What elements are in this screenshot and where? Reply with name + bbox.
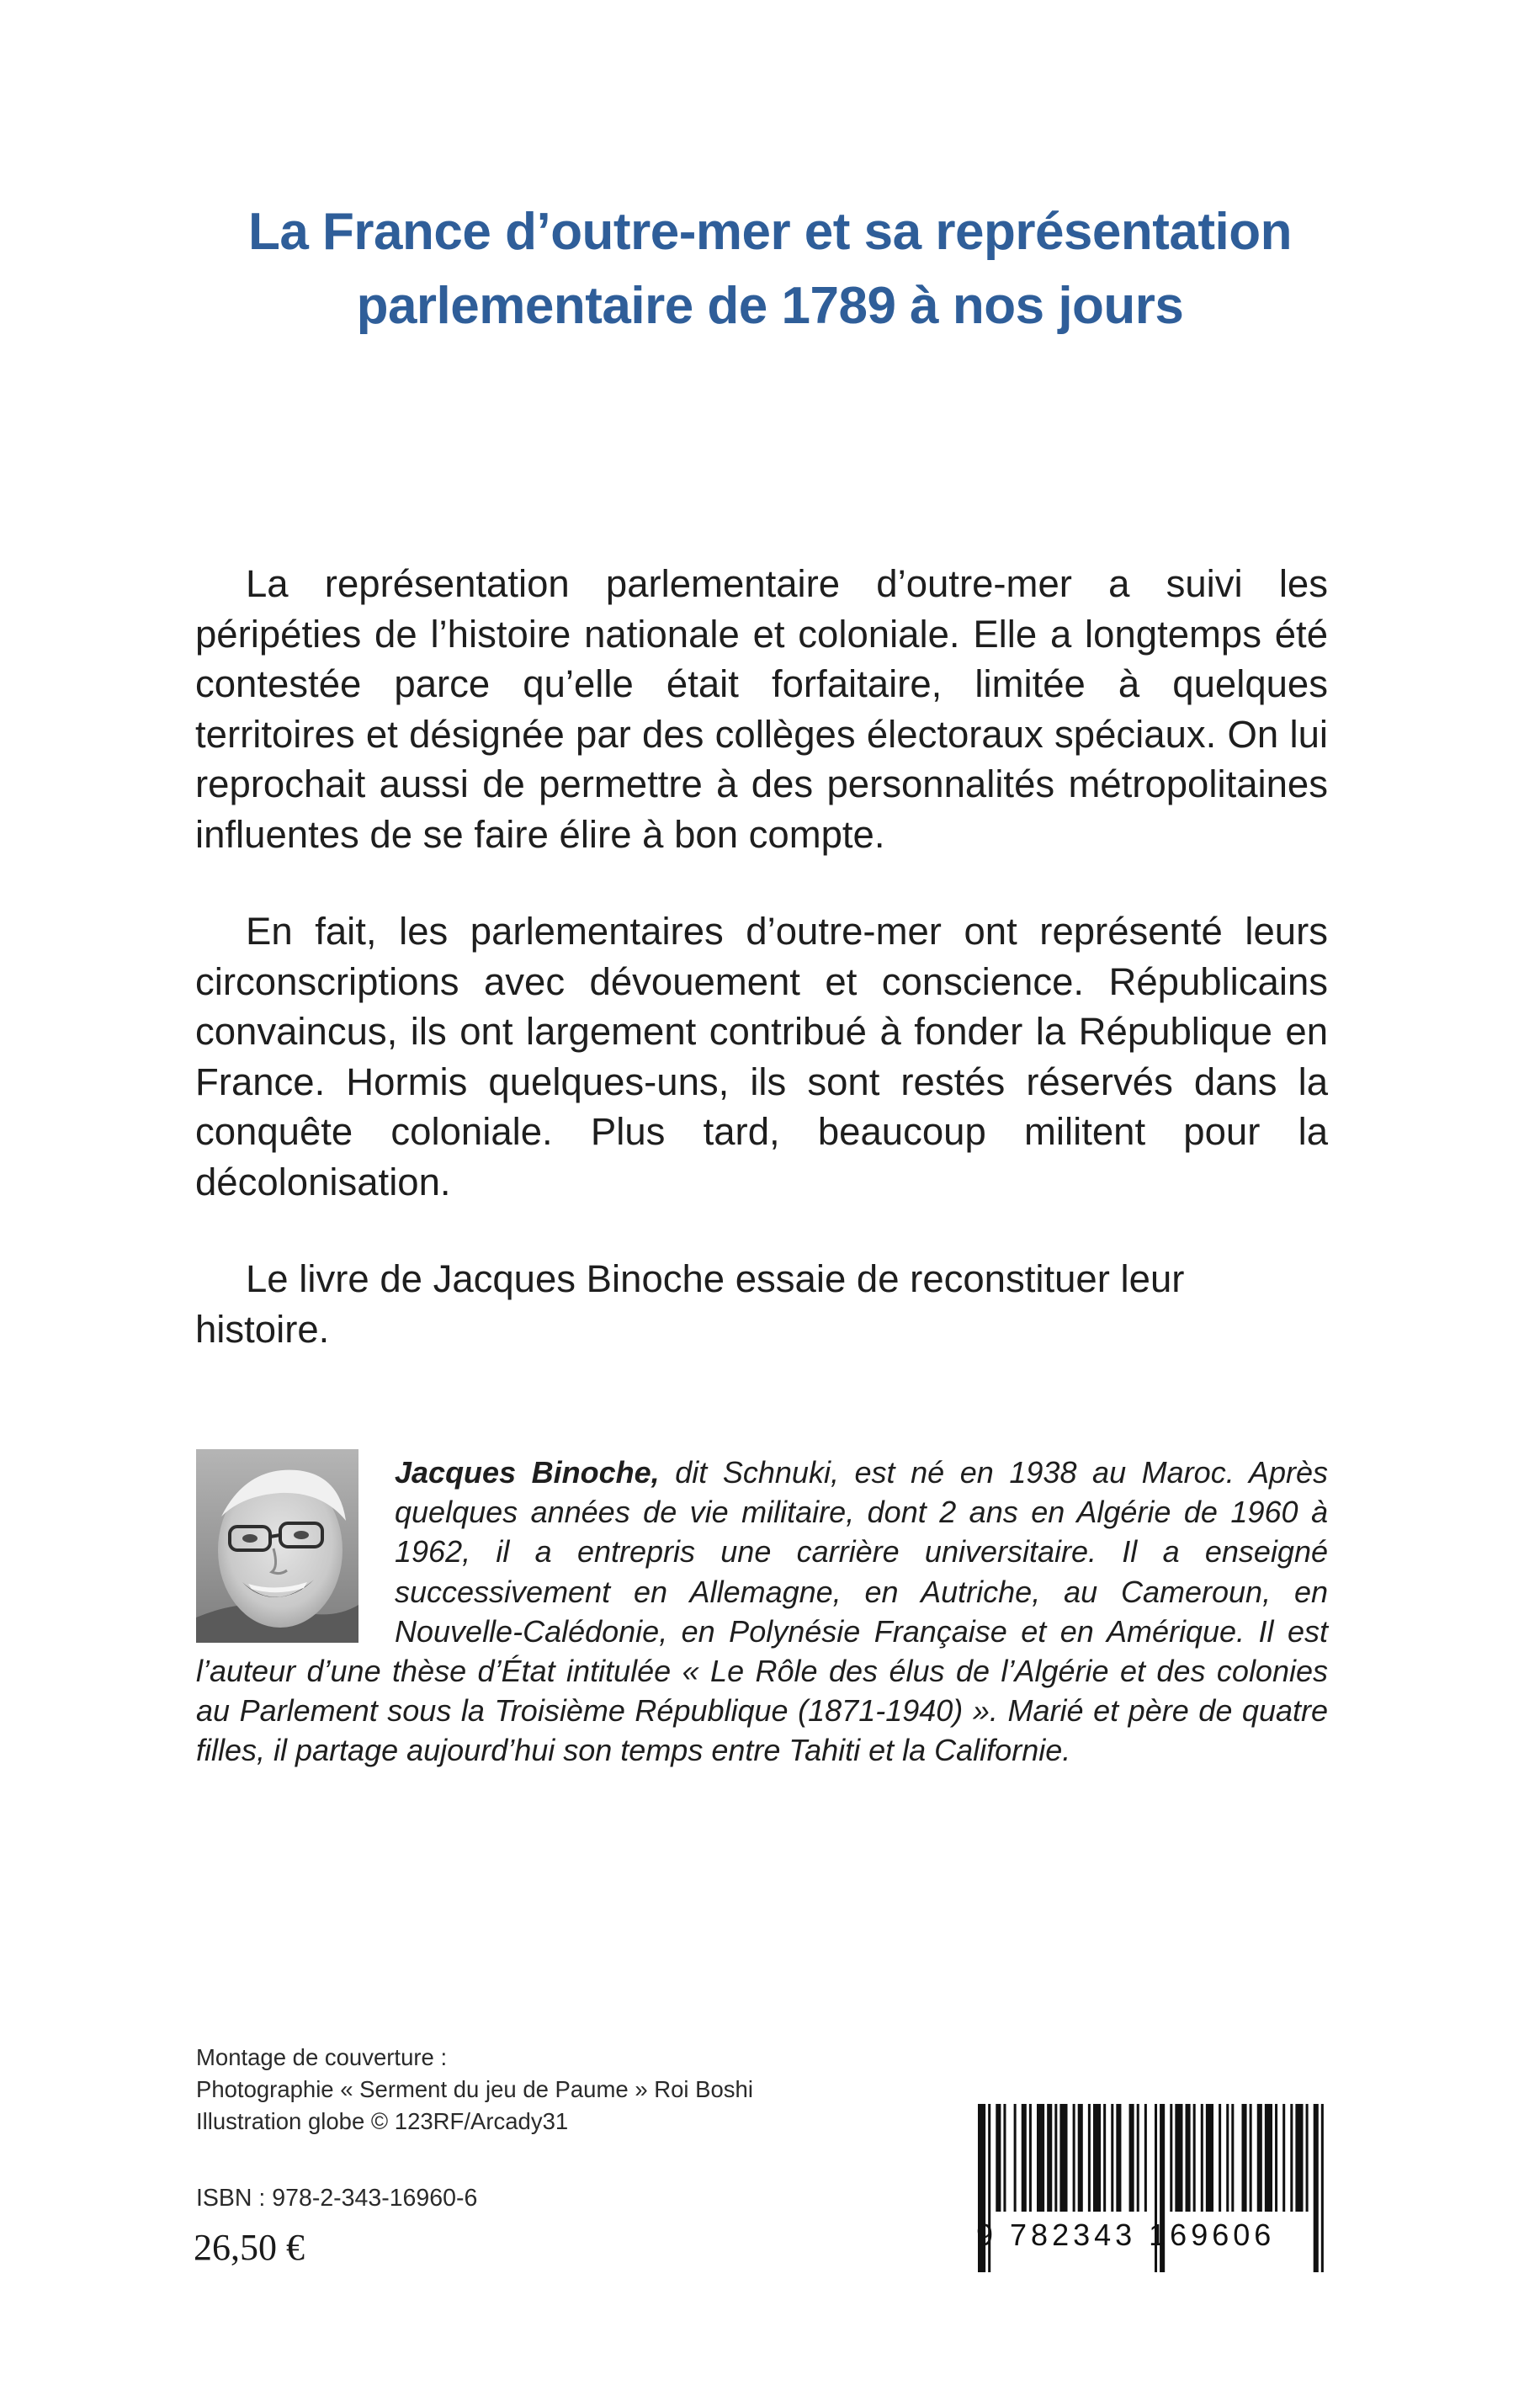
barcode-bar bbox=[1014, 2104, 1017, 2212]
author-name: Jacques Binoche, bbox=[395, 1455, 660, 1490]
barcode-bar bbox=[1219, 2104, 1221, 2212]
barcode-bar bbox=[1137, 2104, 1139, 2212]
barcode-bar bbox=[1175, 2104, 1182, 2212]
barcode-bar bbox=[1241, 2104, 1246, 2212]
barcode-bar bbox=[1226, 2104, 1229, 2212]
book-title-line-1: La France d’outre-mer et sa représentation bbox=[247, 203, 1293, 261]
barcode-bar bbox=[1170, 2104, 1172, 2212]
barcode-bar bbox=[1047, 2104, 1052, 2212]
barcode-bar bbox=[1275, 2104, 1277, 2212]
blurb-paragraph-3: Le livre de Jacques Binoche essaie de reconstituer leur histoire. bbox=[195, 1257, 1185, 1351]
barcode-bar bbox=[1193, 2104, 1196, 2212]
barcode-bar bbox=[1206, 2104, 1213, 2212]
barcode-bar bbox=[1073, 2104, 1075, 2212]
isbn-text: ISBN : 978-2-343-16960-6 bbox=[196, 2185, 478, 2212]
barcode-bar bbox=[1282, 2104, 1285, 2212]
blurb-paragraph-1: La représentation parlementaire d’outre-mer a suivi les péripéties de l’histoire nationale et coloniale. Elle a longtemps été contestée parce qu’elle était forfaitaire, limitée à quelques territoires et désignée par des collèges électoraux spéciaux. On lui reprochait aussi de permettre à des personnalités métropolitaines influentes de se faire élire à bon compte. bbox=[195, 562, 1328, 856]
barcode-bar bbox=[1186, 2104, 1191, 2212]
credits-line-1: Montage de couverture : bbox=[196, 2044, 448, 2070]
book-title-line-2: parlementaire de 1789 à nos jours bbox=[356, 277, 1184, 335]
barcode-digits: 9 782343 169606 bbox=[976, 2218, 1276, 2252]
barcode-bar bbox=[1231, 2104, 1234, 2212]
barcode-bar bbox=[1129, 2104, 1134, 2212]
barcode-bar bbox=[1250, 2104, 1252, 2212]
barcode-bar bbox=[1257, 2104, 1262, 2212]
price-text: 26,50 € bbox=[194, 2227, 305, 2268]
barcode-bar bbox=[1054, 2104, 1057, 2212]
barcode-bar bbox=[1290, 2104, 1293, 2212]
barcode-bar bbox=[1265, 2104, 1272, 2212]
barcode-bar bbox=[1088, 2104, 1091, 2212]
barcode-bar bbox=[1037, 2104, 1044, 2212]
credits-line-2: Photographie « Serment du jeu de Paume » Roi Boshi bbox=[196, 2076, 753, 2102]
book-title bbox=[101, 195, 1439, 343]
blurb-paragraph-2: En fait, les parlementaires d’outre-mer ont représenté leurs circonscriptions avec dévouement et conscience. Républicains convaincus, ils ont largement contribué à fonder la République en France. Hormis quelques-uns, ils sont restés réservés dans la conquête coloniale. Plus tard, beaucoup militent pour la décolonisation. bbox=[195, 910, 1328, 1203]
barcode-bar bbox=[1093, 2104, 1101, 2212]
barcode-bar bbox=[1059, 2104, 1067, 2212]
barcode-bar bbox=[1078, 2104, 1083, 2212]
barcode-bar bbox=[1103, 2104, 1106, 2212]
barcode-bar bbox=[1111, 2104, 1113, 2212]
barcode-bar bbox=[1116, 2104, 1121, 2212]
barcode-bar bbox=[1201, 2104, 1203, 2212]
cover-credits bbox=[196, 2042, 869, 2138]
author-bio bbox=[196, 1453, 1328, 1771]
author-bio-text: dit Schnuki, est né en 1938 au Maroc. Après quelques années de vie militaire, dont 2 ans en Algérie de 1960 à 1962, il a entrepris une carrière universitaire. Il a enseigné successivement en Allemagne, en Autriche, au Cameroun, en Nouvelle-Calédonie, en Polynésie Française et en Amérique. Il est l’auteur d’une thèse d’État intitulée « Le Rôle des élus de l’Algérie et des colonies au Parlement sous la Troisième République (1871-1940) ». Marié et père de quatre filles, il partage aujourd’hui son temps entre Tahiti et la Californie. bbox=[196, 1455, 1328, 1768]
barcode-bar bbox=[1295, 2104, 1303, 2212]
credits-line-3: Illustration globe © 123RF/Arcady31 bbox=[196, 2108, 569, 2134]
portrait-spacer bbox=[196, 1453, 395, 1651]
barcode-bar bbox=[1306, 2104, 1309, 2212]
barcode-bar bbox=[1144, 2104, 1147, 2212]
barcode-bar bbox=[996, 2104, 1001, 2212]
barcode-bar bbox=[1029, 2104, 1032, 2212]
barcode-bar bbox=[1003, 2104, 1006, 2212]
barcode-bar bbox=[1022, 2104, 1027, 2212]
